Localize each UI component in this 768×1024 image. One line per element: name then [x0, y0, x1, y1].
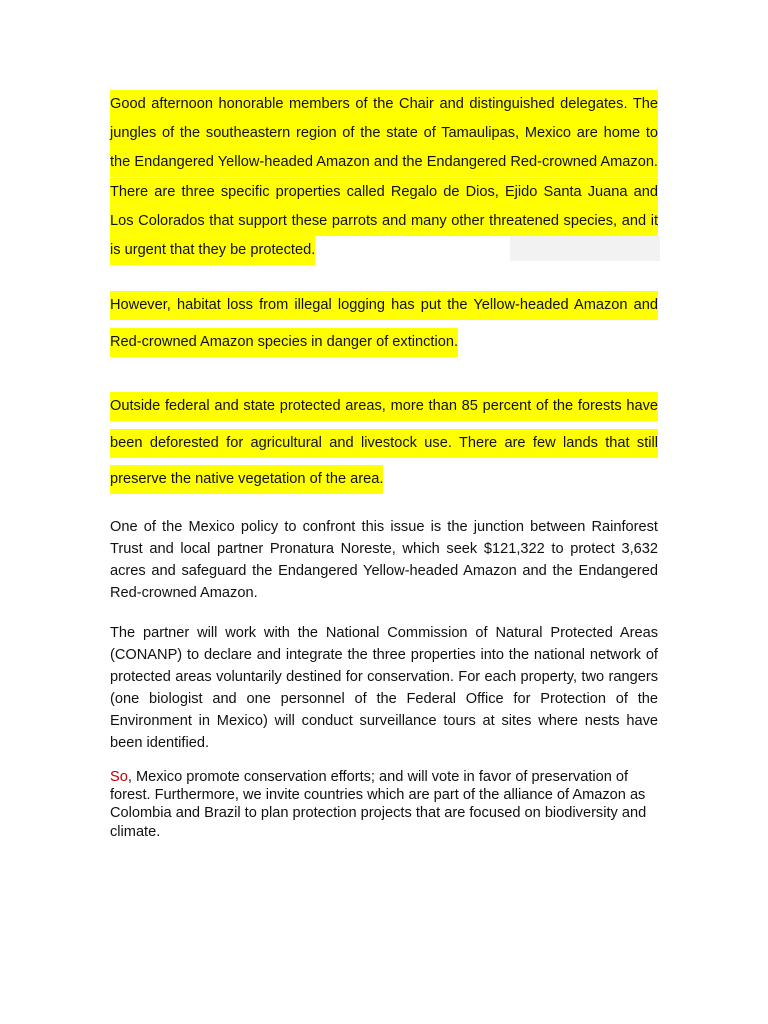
paragraph-text: The partner will work with the National Commission of Natural Protected Areas (CONANP) to declare and integrate the three properties into the national network of protected areas voluntarily destined for conservation. For each property, two rangers (one biologist and one personnel of the Federal Office for Protection of the Environment in Mexico) will conduct surveillance tours at sites where nests have been identified. — [110, 625, 658, 751]
paragraph-intro — [110, 90, 658, 265]
paragraph-partner — [110, 623, 658, 754]
conclusion-lead-word: So — [110, 769, 128, 785]
paragraph-text: One of the Mexico policy to confront this issue is the junction between Rainforest Trust and local partner Pronatura Noreste, which seek $121,322 to protect 3,632 acres and safeguard the Endangered Yellow-headed Amazon and the Endangered Red-crowned Amazon. — [110, 519, 658, 601]
paragraph-habitat-loss — [110, 287, 658, 360]
paragraph-policy — [110, 517, 658, 605]
paragraph-text: , Mexico promote conservation efforts; and will vote in favor of preservation of forest. Furthermore, we invite countries which are part of the alliance of Amazon as Colombia and Brazil to plan protection projects that are focused on biodiversity and climate. — [110, 769, 647, 840]
highlighted-text: Good afternoon honorable members of the Chair and distinguished delegates. The jungles of the southeastern region of the state of Tamaulipas, Mexico are home to the Endangered Yellow-headed Amazon and the Endangered Red-crowned Amazon. There are three specific properties called Regalo de Dios, Ejido Santa Juana and Los Colorados that support these parrots and many other threatened species, and it is urgent that they be protected. — [110, 90, 658, 265]
paragraph-deforestation — [110, 388, 658, 498]
highlighted-text: Outside federal and state protected areas, more than 85 percent of the forests have been deforested for agricultural and livestock use. There are few lands that still preserve the native vegetation of the area. — [110, 392, 658, 494]
highlighted-text: However, habitat loss from illegal logging has put the Yellow-headed Amazon and Red-crowned Amazon species in danger of extinction. — [110, 291, 658, 357]
paragraph-conclusion — [110, 768, 658, 841]
